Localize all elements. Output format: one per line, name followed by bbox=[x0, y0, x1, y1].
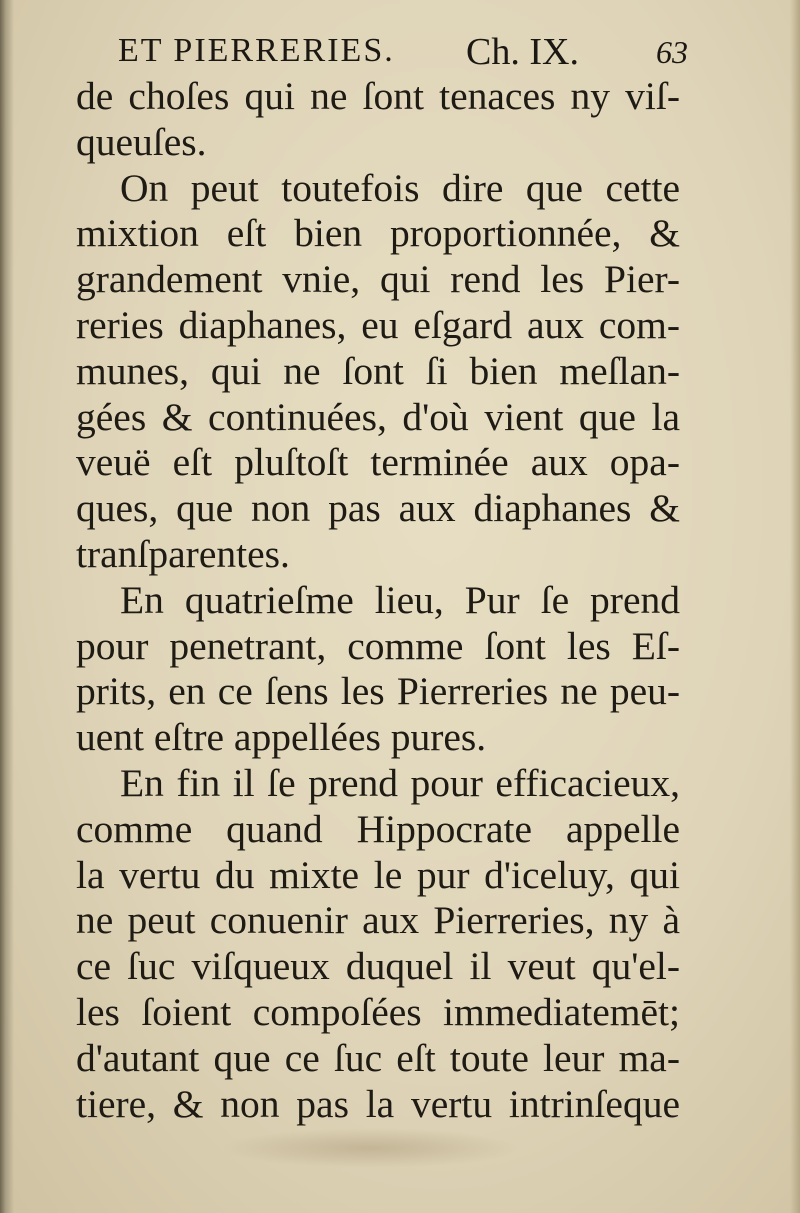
page-number: 63 bbox=[656, 34, 688, 70]
text-line: ne peut conuenir aux Pierreries, ny à bbox=[76, 898, 680, 943]
text-line: reries diaphanes, eu eſgard aux com- bbox=[76, 302, 680, 347]
text-line: tranſparentes. bbox=[76, 531, 290, 576]
chapter-label: Ch. IX. bbox=[466, 31, 579, 73]
text-line: la vertu du mixte le pur d'iceluy, qui bbox=[76, 852, 680, 897]
text-line: les ſoient compoſées immediatemēt; bbox=[76, 989, 680, 1034]
text-line: pour penetrant, comme ſont les Eſ- bbox=[76, 623, 680, 668]
text-line: ce ſuc viſqueux duquel il veut qu'el- bbox=[76, 944, 680, 989]
text-line: prits, en ce ſens les Pierreries ne peu- bbox=[76, 669, 680, 714]
text-line: comme quand Hippocrate appelle bbox=[76, 806, 680, 851]
text-line: mixtion eſt bien proportionnée, & bbox=[76, 211, 680, 256]
body-text bbox=[76, 74, 680, 1127]
text-line: queuſes. bbox=[76, 119, 207, 164]
paper-stain bbox=[220, 1128, 520, 1168]
text-line: munes, qui ne ſont ſi bien meſlan- bbox=[76, 348, 680, 393]
text-line: de choſes qui ne ſont tenaces ny viſ- bbox=[76, 74, 680, 118]
text-line: uent eſtre appellées pures. bbox=[76, 715, 487, 760]
text-line: grandement vnie, qui rend les Pier- bbox=[76, 257, 680, 302]
text-line: En quatrieſme lieu, Pur ſe prend bbox=[120, 577, 680, 622]
text-line: veuë eſt pluſtoſt terminée aux opa- bbox=[76, 440, 680, 485]
text-line: En fin il ſe prend pour efficacieux, bbox=[120, 760, 680, 805]
running-head: ET PIERRERIES. bbox=[118, 32, 395, 69]
text-line: d'autant que ce ſuc eſt toute leur ma- bbox=[76, 1035, 680, 1080]
text-line: tiere, & non pas la vertu intrinſeque bbox=[76, 1081, 680, 1126]
text-line: gées & continuées, d'où vient que la bbox=[76, 394, 680, 439]
page-header bbox=[118, 28, 688, 78]
text-line: ques, que non pas aux diaphanes & bbox=[76, 486, 680, 531]
text-line: On peut toutefois dire que cette bbox=[120, 165, 680, 210]
